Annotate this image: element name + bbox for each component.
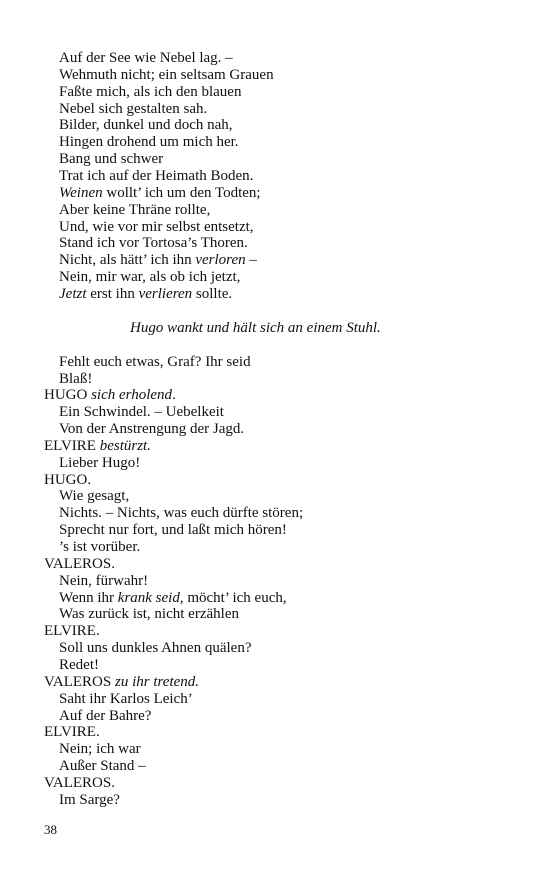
verse-line: [59, 505, 303, 522]
text-segment: HUGO: [44, 387, 92, 404]
text-segment: Außer Stand –: [59, 758, 146, 774]
text-segment: Bilder, dunkel und doch nah,: [59, 117, 233, 134]
italic-text: verloren: [195, 252, 246, 269]
verse-line: [59, 185, 261, 202]
text-segment: Und, wie vor mir selbst entsetzt,: [59, 218, 254, 235]
verse-line: [59, 219, 254, 236]
italic-text: zu ihr tretend.: [115, 673, 200, 690]
speaker-line: [44, 387, 176, 404]
text-segment: HUGO.: [44, 471, 92, 488]
text-segment: Ein Schwindel. – Uebelkeit: [59, 404, 224, 421]
text-segment: ELVIRE.: [44, 623, 100, 640]
italic-text: sich erholend: [91, 387, 173, 404]
verse-line: [59, 84, 241, 101]
text-segment: .: [172, 387, 176, 404]
text-segment: VALEROS.: [44, 774, 115, 791]
text-segment: sollte.: [192, 285, 233, 302]
verse-line: [59, 741, 141, 758]
verse-line: [59, 657, 99, 674]
italic-text: Jetzt: [59, 285, 87, 302]
text-segment: Trat ich auf der Heimath Boden.: [59, 167, 254, 184]
speaker-line: [44, 623, 100, 640]
page-number: 38: [44, 822, 57, 837]
verse-line: [59, 67, 274, 84]
verse-line: [59, 404, 224, 421]
text-segment: Wenn ihr: [59, 589, 118, 606]
text-segment: Was zurück ist, nicht erzählen: [59, 606, 239, 623]
text-segment: Wie gesagt,: [59, 488, 130, 505]
verse-line: [59, 573, 148, 590]
verse-line: [59, 792, 120, 809]
verse-line: [59, 691, 193, 708]
text-segment: Aber keine Thräne rollte,: [59, 201, 211, 218]
text-segment: Auf der Bahre?: [59, 707, 152, 724]
text-segment: Auf der See wie Nebel lag. –: [59, 50, 233, 66]
text-segment: ’s ist vorüber.: [59, 539, 141, 555]
text-segment: Im Sarge?: [59, 791, 120, 808]
italic-text: Weinen: [59, 184, 103, 201]
speaker-line: [44, 775, 115, 792]
text-segment: Soll uns dunkles Ahnen quälen?: [59, 640, 252, 657]
verse-line: [59, 235, 248, 252]
verse-line: [59, 606, 239, 623]
verse-line: [59, 117, 233, 134]
text-segment: Nein, mir war, als ob ich jetzt,: [59, 269, 241, 285]
text-segment: –: [245, 252, 257, 269]
verse-line: [59, 522, 287, 539]
text-segment: Stand ich vor Tortosa’s Thoren.: [59, 235, 248, 252]
text-segment: Saht ihr Karlos Leich’: [59, 690, 193, 707]
text-segment: Fehlt euch etwas, Graf? Ihr seid: [59, 353, 251, 370]
verse-line: [59, 455, 140, 472]
verse-line: [59, 488, 129, 505]
text-segment: Nein; ich war: [59, 741, 141, 758]
verse-line: [59, 640, 251, 657]
text-segment: erst ihn: [86, 285, 139, 302]
speaker-line: [44, 724, 100, 741]
verse-line: [59, 134, 239, 151]
verse-line: [59, 708, 151, 725]
text-segment: möcht’ ich euch,: [183, 589, 287, 606]
text-segment: Nebel sich gestalten sah.: [59, 100, 208, 117]
verse-line: [59, 758, 146, 775]
verse-line: [59, 101, 207, 118]
text-segment: VALEROS: [44, 673, 115, 690]
verse-line: [59, 151, 163, 168]
italic-text: krank seid,: [117, 589, 184, 606]
text-segment: Wehmuth nicht; ein seltsam Grauen: [59, 66, 274, 83]
verse-line: [59, 252, 257, 269]
stage-direction: [130, 320, 381, 337]
text-segment: wollt’ ich um den Todten;: [102, 184, 261, 201]
text-segment: ELVIRE: [44, 437, 100, 454]
speaker-line: [44, 472, 91, 489]
text-segment: ELVIRE.: [44, 724, 100, 741]
text-segment: Blaß!: [59, 370, 93, 387]
verse-line: [59, 539, 140, 556]
verse-line: [59, 421, 244, 438]
text-segment: Faßte mich, als ich den blauen: [59, 83, 242, 100]
text-segment: Hugo wankt und hält sich an einem Stuhl.: [130, 319, 381, 336]
text-segment: Redet!: [59, 656, 99, 673]
text-segment: Nichts. – Nichts, was euch dürfte stören;: [59, 505, 304, 522]
speaker-line: [44, 438, 151, 455]
verse-line: [59, 590, 287, 607]
speaker-line: [44, 556, 115, 573]
text-segment: Bang und schwer: [59, 151, 164, 168]
text-segment: Lieber Hugo!: [59, 454, 141, 471]
verse-line: [59, 50, 233, 67]
verse-line: [59, 286, 232, 303]
text-segment: VALEROS.: [44, 555, 115, 572]
text-segment: Hingen drohend um mich her.: [59, 134, 239, 151]
verse-line: [59, 202, 210, 219]
italic-text: bestürzt.: [99, 437, 151, 454]
text-segment: Von der Anstrengung der Jagd.: [59, 421, 245, 437]
verse-line: [59, 269, 240, 286]
verse-line: [59, 354, 251, 371]
verse-line: [59, 371, 92, 388]
text-segment: Nicht, als hätt’ ich ihn: [59, 252, 196, 269]
italic-text: verlieren: [138, 285, 193, 302]
text-segment: Sprecht nur fort, und laßt mich hören!: [59, 522, 287, 539]
text-segment: Nein, fürwahr!: [59, 572, 149, 589]
verse-line: [59, 168, 253, 185]
speaker-line: [44, 674, 199, 691]
